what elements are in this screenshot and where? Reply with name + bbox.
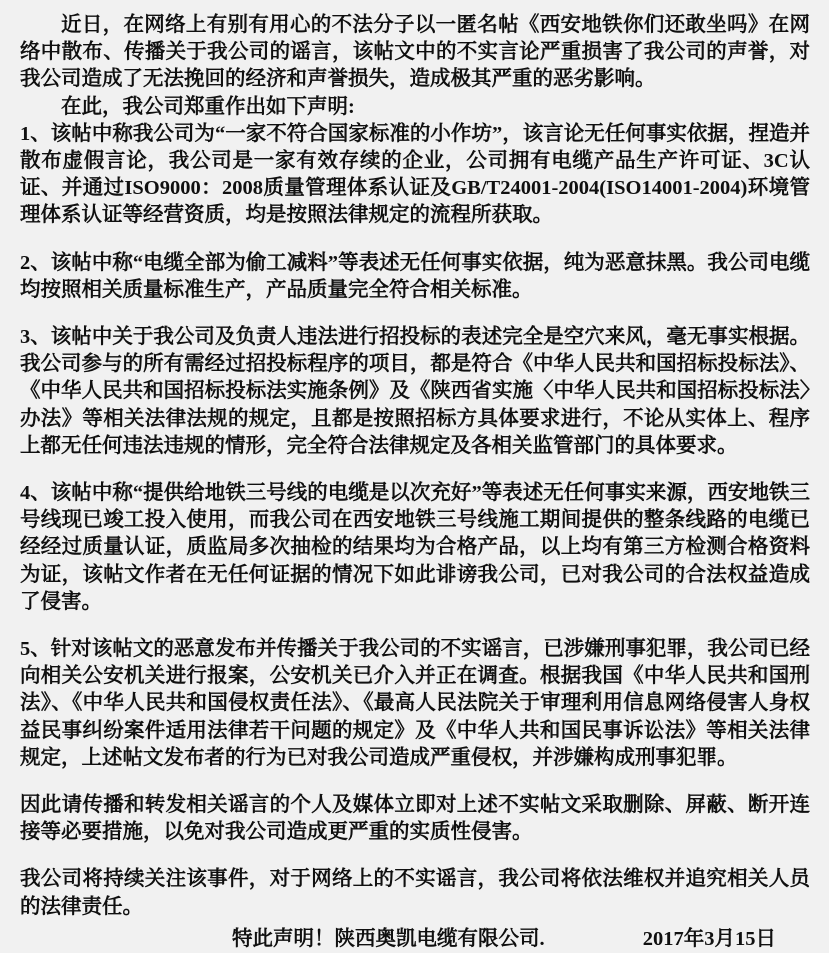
signature-row xyxy=(20,926,810,953)
clause-item-3: 3、该帖中关于我公司及负责人违法进行招投标的表述完全是空穴来风，毫无事实根据。我公司参与的所有需经过招投标程序的项目，都是符合《中华人民共和国招标投标法》、《中华人民共和国招标投标法实施条例》及《陕西省实施〈中华人民共和国招标投标法〉办法》等相关法律法规的规定，且都是按照招标方具体要求进行，不论从实体上、程序上都无任何违法违规的情形，完全符合法律规定及各相关监管部门的具体要求。 xyxy=(20,326,810,457)
closing-paragraph-1: 因此请传播和转发相关谣言的个人及媒体立即对上述不实帖文采取删除、屏蔽、断开连接等必要措施，以免对我公司造成更严重的实质性侵害。 xyxy=(20,794,810,844)
statement-body xyxy=(20,12,810,921)
clause-item-4: 4、该帖中称“提供给地铁三号线的电缆是以次充好”等表述无任何事实来源，西安地铁三号线现已竣工投入使用，而我公司在西安地铁三号线施工期间提供的整条线路的电缆已经经过质量认证，质监局多次抽检的结果均为合格产品，以上均有第三方检测合格资料为证，该帖文作者在无任何证据的情况下如此诽谤我公司，已对我公司的合法权益造成了侵害。 xyxy=(20,482,810,613)
intro-paragraph-2: 在此，我公司郑重作出如下声明: xyxy=(61,95,355,118)
closing-paragraph-2: 我公司将持续关注该事件，对于网络上的不实谣言，我公司将依法维权并追究相关人员的法律责任。 xyxy=(20,868,810,918)
clause-gap-2 xyxy=(20,304,810,324)
clause-gap-5 xyxy=(20,772,810,792)
signature-declaration: 特此声明！陕西奥凯电缆有限公司. xyxy=(232,927,545,950)
clause-item-2: 2、该帖中称“电缆全部为偷工减料”等表述无任何事实依据，纯为恶意抹黑。我公司电缆均按照相关质量标准生产，产品质量完全符合相关标准。 xyxy=(20,251,810,301)
closing-gap xyxy=(20,846,810,866)
clause-item-1: 1、该帖中称我公司为“一家不符合国家标准的小作坊”，该言论无任何事实依据，捏造并散布虚假言论，我公司是一家有效存续的企业，公司拥有电缆产品生产许可证、3C认证、并通过ISO9000：2008质量管理体系认证及GB/T24001-2004(ISO14001-2004)环境管理体系认证等经营资质，均是按照法律规定的流程所获取。 xyxy=(20,122,810,227)
intro-paragraph-1: 近日，在网络上有别有用心的不法分子以一匿名帖《西安地铁你们还敢坐吗》在网络中散布、传播关于我公司的谣言，该帖文中的不实言论严重损害了我公司的声誉，对我公司造成了无法挽回的经济和声誉损失，造成极其严重的恶劣影响。 xyxy=(20,14,810,91)
clause-gap-4 xyxy=(20,616,810,636)
clause-gap-1 xyxy=(20,230,810,250)
clause-item-5: 5、针对该帖文的恶意发布并传播关于我公司的不实谣言，已涉嫌刑事犯罪，我公司已经向相关公安机关进行报案，公安机关已介入并正在调查。根据我国《中华人民共和国刑法》、《中华人民共和国侵权责任法》、《最高人民法院关于审理利用信息网络侵害人身权益民事纠纷案件适用法律若干问题的规定》及《中华人共和国民事诉讼法》等相关法律规定，上述帖文发布者的行为已对我公司造成严重侵权，并涉嫌构成刑事犯罪。 xyxy=(20,638,810,769)
clause-gap-3 xyxy=(20,460,810,480)
signature-date: 2017年3月15日 xyxy=(642,927,776,950)
